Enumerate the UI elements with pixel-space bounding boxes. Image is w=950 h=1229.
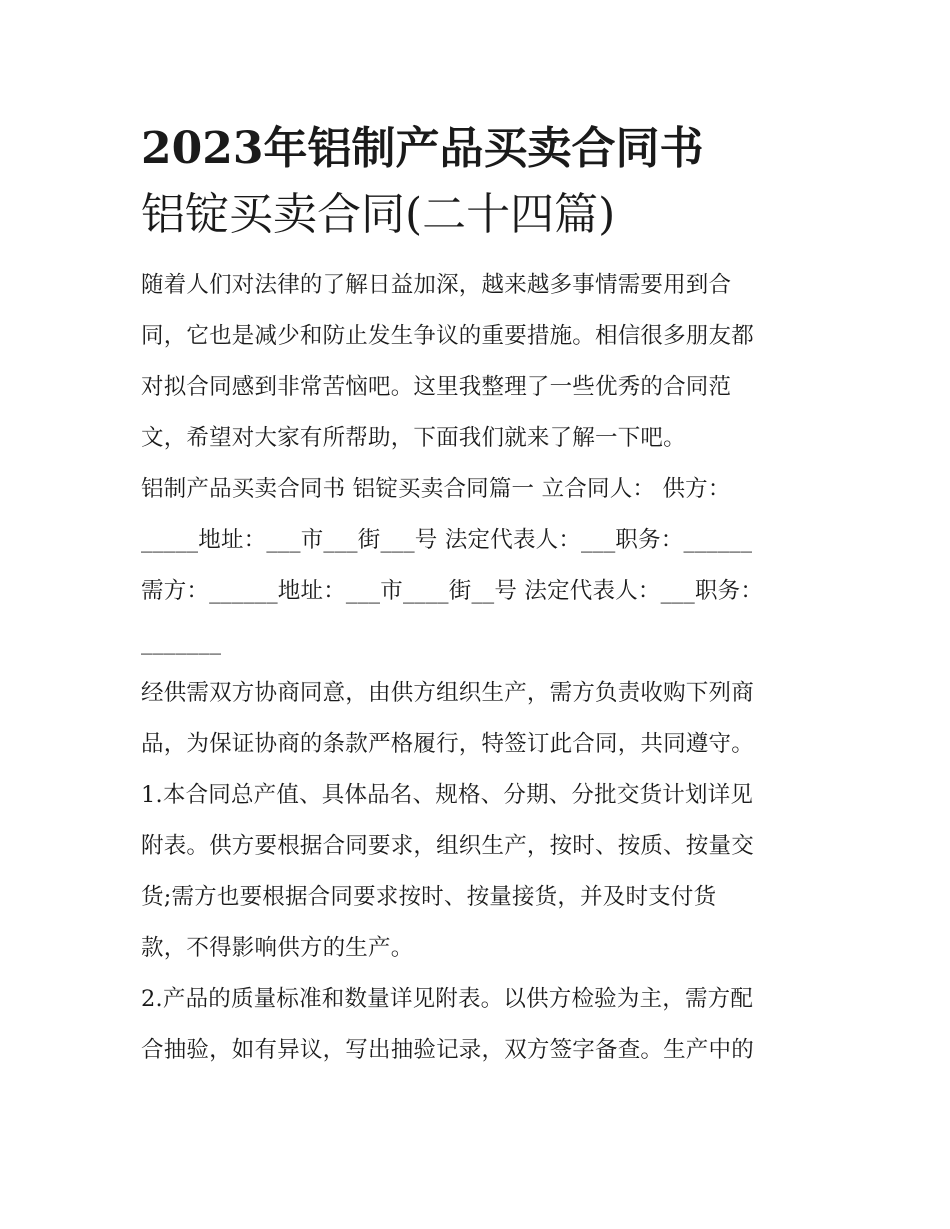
document-body xyxy=(141,116,821,1076)
text-line: 品，为保证协商的条款严格履行，特签订此合同，共同遵守。 xyxy=(141,731,754,757)
document-subtitle: 铝锭买卖合同(二十四篇) xyxy=(141,189,616,240)
text-line: 附表。供方要根据合同要求，组织生产，按时、按质、按量交 xyxy=(141,833,754,859)
parties-paragraph xyxy=(141,464,821,668)
text-line: 随着人们对法律的了解日益加深，越来越多事情需要用到合 xyxy=(141,272,732,298)
text-line: 款，不得影响供方的生产。 xyxy=(141,935,414,961)
clause-2-paragraph xyxy=(141,974,821,1076)
agreement-paragraph xyxy=(141,668,821,770)
clause-1-paragraph xyxy=(141,770,821,974)
text-line: 合抽验，如有异议，写出抽验记录，双方签字备查。生产中的 xyxy=(141,1037,754,1063)
text-line: 对拟合同感到非常苦恼吧。这里我整理了一些优秀的合同范 xyxy=(141,374,732,400)
text-line: 文，希望对大家有所帮助，下面我们就来了解一下吧。 xyxy=(141,425,686,451)
text-line: 铝制产品买卖合同书 铝锭买卖合同篇一 立合同人： 供方： xyxy=(141,476,731,502)
text-line: 经供需双方协商同意，由供方组织生产，需方负责收购下列商 xyxy=(141,680,754,706)
text-line: 同，它也是减少和防止发生争议的重要措施。相信很多朋友都 xyxy=(141,323,754,349)
text-line: 需方：______地址：___市____街__号 法定代表人：___职务： xyxy=(141,578,764,604)
document-title: 2023年铝制产品买卖合同书 xyxy=(141,123,704,174)
text-line: _______ xyxy=(141,629,222,655)
text-line: 货;需方也要根据合同要求按时、按量接货，并及时支付货 xyxy=(141,884,717,910)
text-line: _____地址：___市___街___号 法定代表人：___职务：______ xyxy=(141,527,753,553)
text-line: 1.本合同总产值、具体品名、规格、分期、分批交货计划详见 xyxy=(141,782,754,808)
text-line: 2.产品的质量标准和数量详见附表。以供方检验为主，需方配 xyxy=(141,986,754,1012)
intro-paragraph xyxy=(141,260,821,464)
